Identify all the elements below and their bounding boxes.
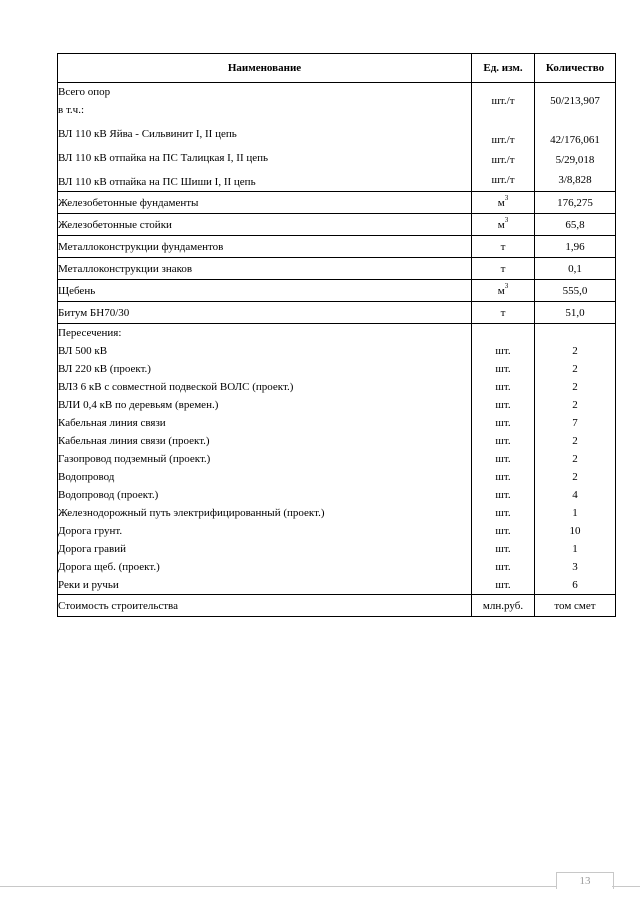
crossing-name: Реки и ручьи — [58, 579, 119, 591]
cost-unit: млн.руб. — [472, 595, 535, 617]
support-item-qty: 42/176,061 — [550, 134, 600, 146]
table-row — [58, 236, 616, 258]
crossing-name: ВЛ 220 кВ (проект.) — [58, 363, 151, 375]
material-qty: 51,0 — [535, 302, 616, 324]
crossing-qty: 10 — [569, 525, 581, 537]
support-item-qty: 5/29,018 — [555, 154, 595, 166]
crossing-qty: 2 — [572, 435, 578, 447]
cost-name: Стоимость строительства — [58, 595, 472, 617]
header-name: Наименование — [58, 54, 472, 83]
crossing-name: Дорога гравий — [58, 543, 127, 555]
crossing-unit: шт. — [495, 381, 511, 393]
supports-title: Всего опор — [58, 86, 111, 98]
table-row — [58, 192, 616, 214]
supports-units — [472, 83, 535, 192]
crossing-qty: 2 — [572, 399, 578, 411]
header-unit: Ед. изм. — [472, 54, 535, 83]
crossing-unit: шт. — [495, 435, 511, 447]
crossing-name: Дорога щеб. (проект.) — [58, 561, 160, 573]
table-row — [58, 280, 616, 302]
footer-rule-right — [612, 886, 640, 887]
crossing-unit: шт. — [495, 579, 511, 591]
crossing-name: Кабельная линия связи (проект.) — [58, 435, 210, 447]
crossing-qty: 3 — [572, 561, 578, 573]
table-row — [58, 302, 616, 324]
material-name: Щебень — [58, 280, 472, 302]
crossing-qty: 2 — [572, 471, 578, 483]
crossing-unit: шт. — [495, 489, 511, 501]
crossing-unit: шт. — [495, 453, 511, 465]
crossing-qty: 6 — [572, 579, 578, 591]
crossing-name: Дорога грунт. — [58, 525, 123, 537]
crossing-unit: шт. — [495, 525, 511, 537]
table-row — [58, 214, 616, 236]
support-item-unit: шт./т — [491, 134, 515, 146]
material-name: Железобетонные фундаменты — [58, 192, 472, 214]
crossing-qty: 2 — [572, 363, 578, 375]
material-unit: $м^3$ — [472, 192, 535, 214]
crossing-unit: шт. — [495, 345, 511, 357]
material-name: Битум БН70/30 — [58, 302, 472, 324]
page-number: 13 — [556, 872, 614, 889]
material-name: Железобетонные стойки — [58, 214, 472, 236]
specification-table — [57, 53, 616, 617]
crossing-qty: 2 — [572, 453, 578, 465]
footer-rule — [0, 886, 556, 887]
crossings-names — [58, 324, 472, 595]
crossing-qty: 2 — [572, 345, 578, 357]
material-qty: 65,8 — [535, 214, 616, 236]
crossing-name: Водопровод (проект.) — [58, 489, 159, 501]
material-unit: $м^3$ — [472, 280, 535, 302]
supports-qtys — [535, 83, 616, 192]
crossing-name: Водопровод — [58, 471, 115, 483]
crossing-unit: шт. — [495, 543, 511, 555]
material-name: Металлоконструкции фундаментов — [58, 236, 472, 258]
material-qty: 1,96 — [535, 236, 616, 258]
crossing-qty: 4 — [572, 489, 578, 501]
support-item-unit: шт./т — [491, 174, 515, 186]
supports-names — [58, 83, 472, 192]
crossing-unit: шт. — [495, 399, 511, 411]
support-item-name: ВЛ 110 кВ отпайка на ПС Талицкая I, II цепь — [58, 152, 269, 164]
crossings-units — [472, 324, 535, 595]
crossing-qty: 1 — [572, 507, 578, 519]
header-row — [58, 54, 616, 83]
supports-subtitle: в т.ч.: — [58, 104, 85, 116]
crossing-qty: 7 — [572, 417, 578, 429]
crossing-name: ВЛ 500 кВ — [58, 345, 108, 357]
material-qty: 176,275 — [535, 192, 616, 214]
supports-row — [58, 83, 616, 192]
material-qty: 555,0 — [535, 280, 616, 302]
crossing-name: Железнодорожный путь электрифицированный (проект.) — [58, 507, 325, 519]
crossing-unit: шт. — [495, 471, 511, 483]
crossing-qty: 2 — [572, 381, 578, 393]
crossings-row — [58, 324, 616, 595]
supports-total-qty: 50/213,907 — [550, 95, 600, 107]
crossing-unit: шт. — [495, 417, 511, 429]
support-item-unit: шт./т — [491, 154, 515, 166]
cost-row — [58, 595, 616, 617]
support-item-name: ВЛ 110 кВ отпайка на ПС Шиши I, II цепь — [58, 176, 256, 188]
crossing-name: ВЛЗ 6 кВ с совместной подвеской ВОЛС (проект.) — [58, 381, 294, 393]
crossing-name: ВЛИ 0,4 кВ по деревьям (времен.) — [58, 399, 219, 411]
crossing-unit: шт. — [495, 363, 511, 375]
cost-qty: том смет — [535, 595, 616, 617]
material-unit: т — [472, 302, 535, 324]
support-item-name: ВЛ 110 кВ Яйва - Сильвинит I, II цепь — [58, 128, 237, 140]
material-unit: т — [472, 258, 535, 280]
table-row — [58, 258, 616, 280]
crossings-qtys — [535, 324, 616, 595]
material-unit: $м^3$ — [472, 214, 535, 236]
material-qty: 0,1 — [535, 258, 616, 280]
material-name: Металлоконструкции знаков — [58, 258, 472, 280]
supports-total-unit: шт./т — [491, 95, 515, 107]
crossing-name: Газопровод подземный (проект.) — [58, 453, 211, 465]
crossing-name: Кабельная линия связи — [58, 417, 166, 429]
support-item-qty: 3/8,828 — [558, 174, 592, 186]
crossings-title: Пересечения: — [58, 327, 122, 339]
material-unit: т — [472, 236, 535, 258]
crossing-unit: шт. — [495, 561, 511, 573]
crossing-unit: шт. — [495, 507, 511, 519]
crossing-qty: 1 — [572, 543, 578, 555]
header-qty: Количество — [535, 54, 616, 83]
